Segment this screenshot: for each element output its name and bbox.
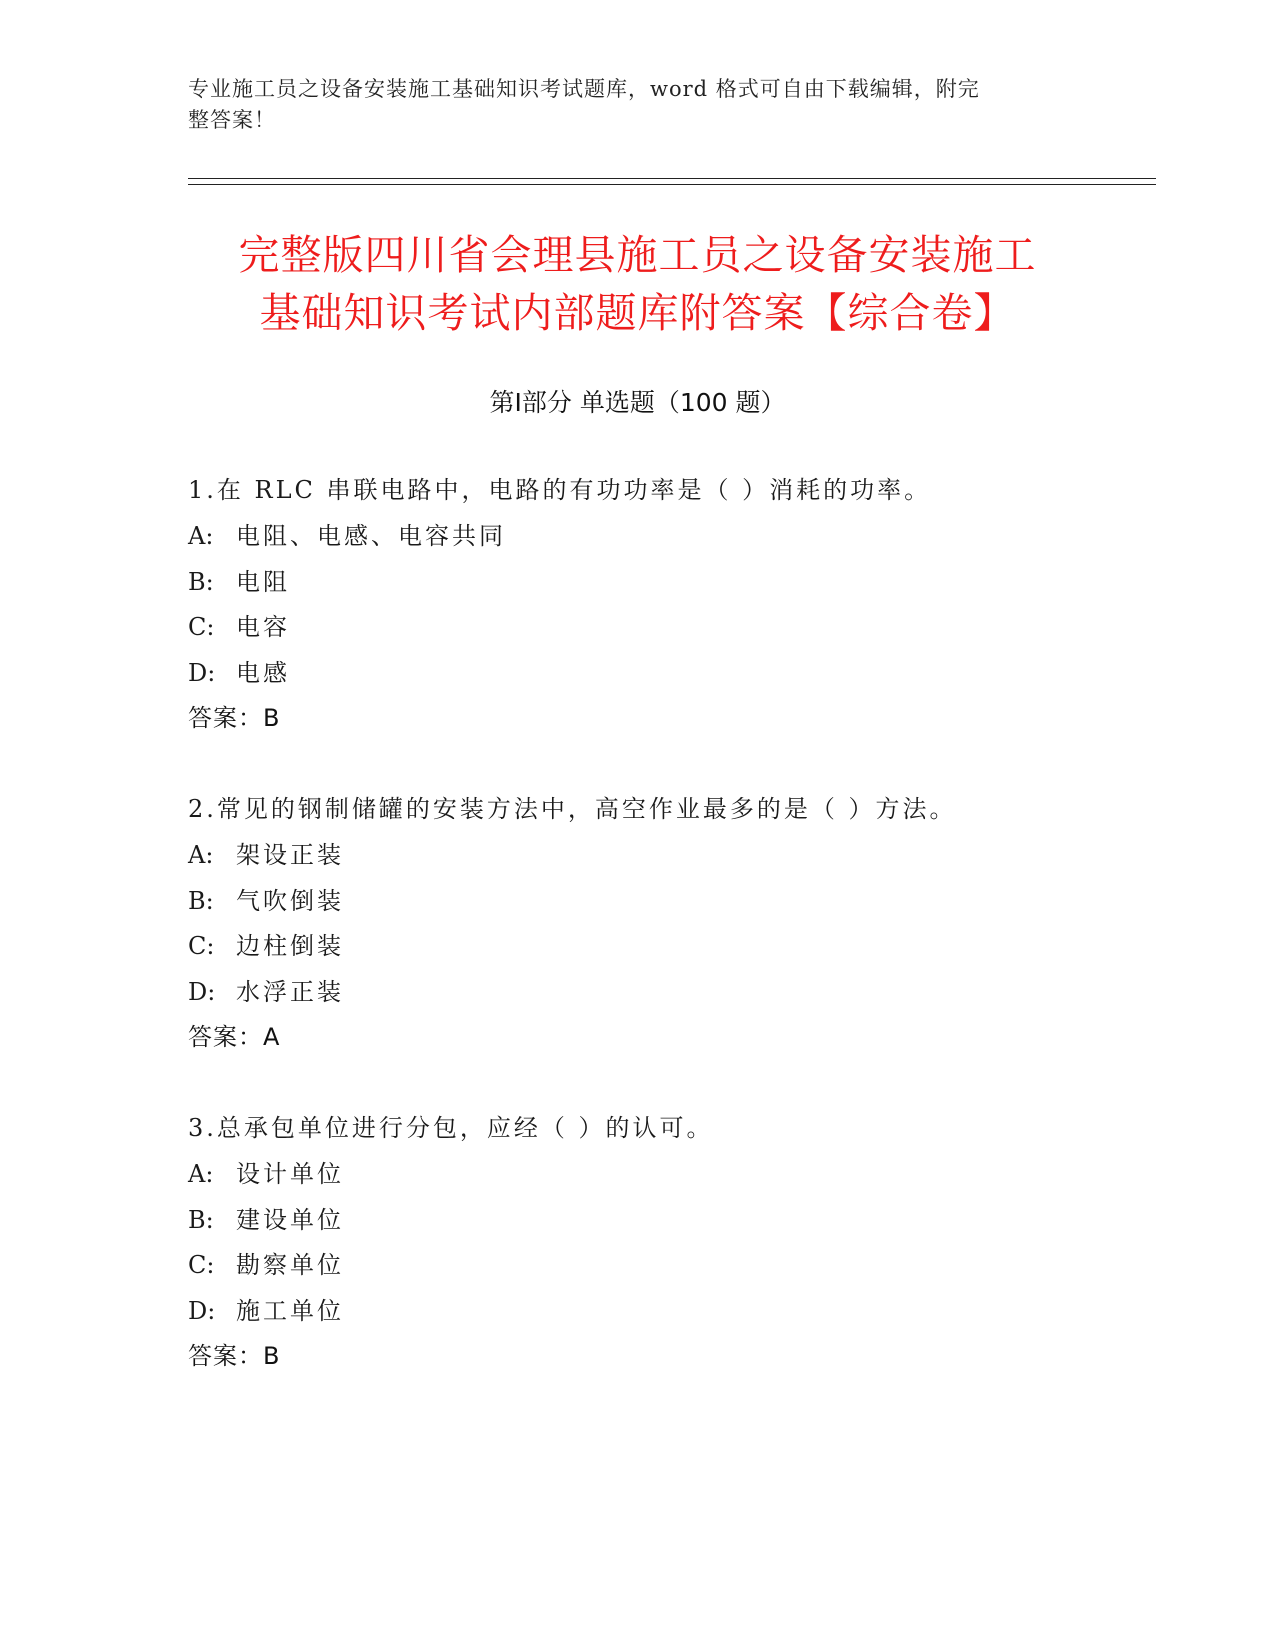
option-text: 水浮正装 [236,977,344,1006]
option-text: 电阻 [236,567,290,596]
option-c [188,931,1088,961]
header-note-line-2: 整答案！ [188,108,276,132]
option-text: 电阻、电感、电容共同 [236,522,506,550]
option-letter: C: [188,613,215,641]
option-d [188,1296,1088,1326]
answer-line: 答案：A [188,1023,281,1051]
section-title: 第Ⅰ部分 单选题（100 题） [489,388,786,417]
header-note-line-1: 专业施工员之设备安装施工基础知识考试题库，word 格式可自由下载编辑，附完 [188,77,980,101]
option-d [188,977,1088,1007]
option-a [188,521,1088,551]
option-letter: D: [188,658,216,687]
option-text: 电感 [236,658,290,687]
option-letter: C: [188,932,215,960]
option-b [188,886,1088,916]
option-text: 建设单位 [236,1205,344,1234]
option-b [188,567,1088,597]
option-text: 架设正装 [236,841,344,869]
question-block [188,475,1088,733]
option-letter: B: [188,1205,214,1234]
option-letter: A: [188,522,214,550]
header-note [188,74,1068,136]
option-letter: B: [188,567,214,596]
document-title-line-2: 基础知识考试内部题库附答案【综合卷】 [259,289,1016,337]
question-block [188,794,1088,1052]
option-text: 勘察单位 [236,1251,344,1279]
question-stem: 3.总承包单位进行分包，应经（ ）的认可。 [188,1114,714,1142]
option-b [188,1205,1088,1235]
document-title [150,226,1125,342]
option-letter: D: [188,1296,216,1325]
document-title-line-1: 完整版四川省会理县施工员之设备安装施工 [238,231,1037,279]
header-divider-bottom [188,184,1156,185]
answer-line: 答案：B [188,1342,281,1370]
option-letter: C: [188,1251,215,1279]
option-letter: D: [188,977,216,1006]
option-letter: A: [188,841,214,869]
question-block [188,1113,1088,1371]
option-d [188,658,1088,688]
option-c [188,612,1088,642]
option-letter: B: [188,886,214,915]
answer-line: 答案：B [188,704,281,732]
header-divider-top [188,178,1156,179]
option-a [188,1159,1088,1189]
option-a [188,840,1088,870]
question-stem: 1.在 RLC 串联电路中，电路的有功功率是（ ）消耗的功率。 [188,476,932,504]
option-text: 电容 [236,613,290,641]
option-text: 气吹倒装 [236,886,344,915]
question-stem: 2.常见的钢制储罐的安装方法中，高空作业最多的是（ ）方法。 [188,795,957,823]
option-c [188,1250,1088,1280]
option-text: 设计单位 [236,1160,344,1188]
option-letter: A: [188,1160,214,1188]
option-text: 施工单位 [236,1296,344,1325]
option-text: 边柱倒装 [236,932,344,960]
